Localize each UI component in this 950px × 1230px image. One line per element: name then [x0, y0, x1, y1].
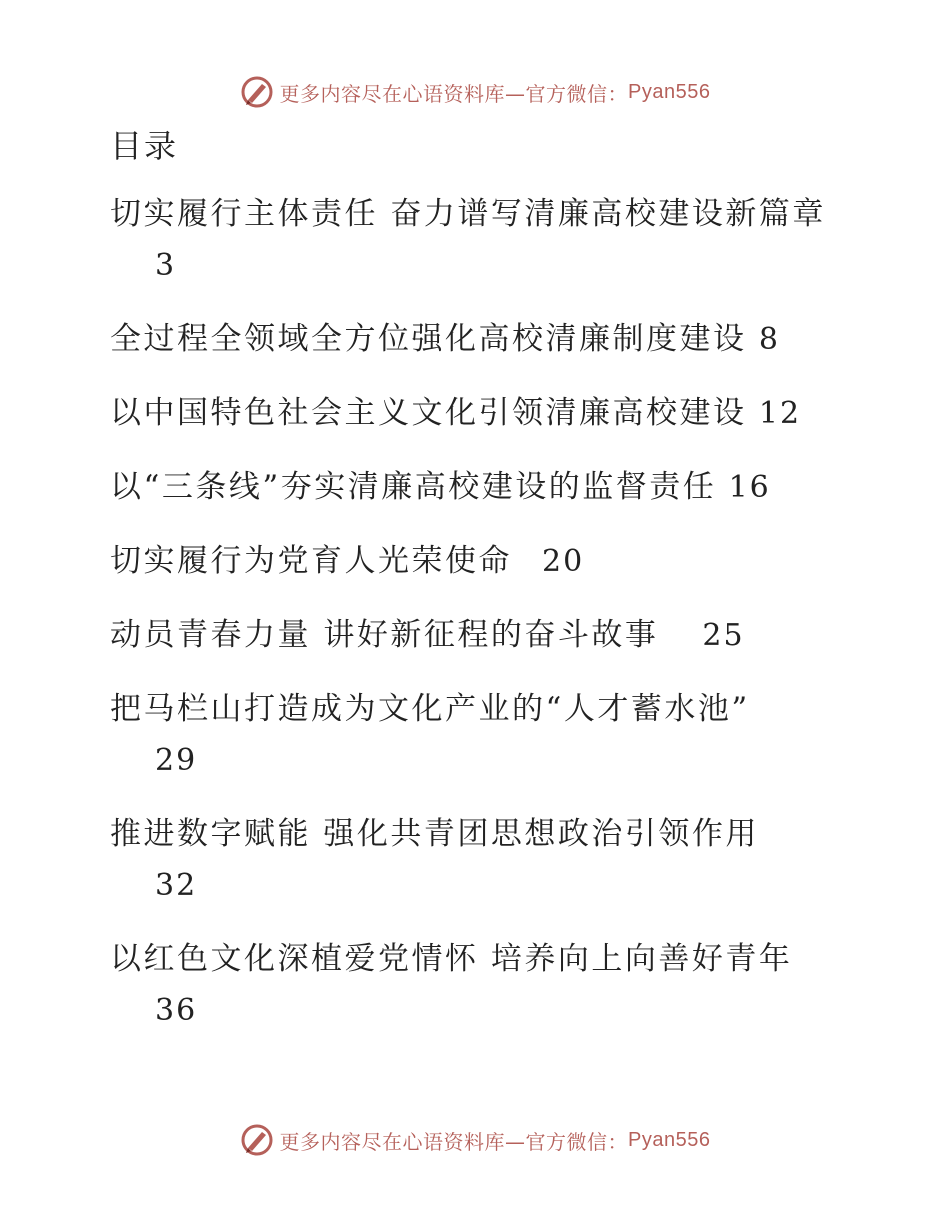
toc-entry-title: 以红色文化深植爱党情怀 培养向上向善好青年 [110, 941, 793, 977]
toc-entry-page: 25 [702, 618, 745, 653]
toc-entry-title: 全过程全领域全方位强化高校清廉制度建设 [110, 321, 747, 357]
pen-logo-icon [240, 75, 274, 109]
toc-entry [110, 393, 910, 434]
footer-watermark [0, 1120, 950, 1160]
toc-entry-page: 36 [155, 993, 198, 1028]
toc-entry-page: 3 [155, 248, 177, 283]
toc-entry-page: 20 [542, 544, 585, 579]
toc-entry-page: 8 [758, 322, 780, 357]
toc-entry-title: 切实履行主体责任 奋力谱写清廉高校建设新篇章 [110, 196, 826, 232]
toc-entry-title: 把马栏山打造成为文化产业的“人才蓄水池” [110, 691, 750, 727]
toc-entry [110, 939, 910, 1031]
toc-entry [110, 467, 910, 508]
toc-entry-page: 32 [155, 868, 198, 903]
watermark-text: 更多内容尽在心语资料库—官方微信： [279, 1129, 629, 1154]
toc-entry [110, 615, 910, 656]
toc-entry [110, 319, 910, 360]
watermark-wechat-id: Pyan556 [628, 80, 711, 103]
toc-entry-page: 16 [728, 470, 771, 505]
toc-entry-title: 推进数字赋能 强化共青团思想政治引领作用 [110, 816, 759, 852]
toc-entry [110, 689, 910, 781]
header-watermark [0, 72, 950, 112]
pen-logo-icon [240, 1123, 274, 1157]
toc-entry [110, 541, 910, 582]
toc-entry [110, 194, 910, 286]
toc-title: 目录 [110, 127, 179, 165]
toc-entry-title: 以中国特色社会主义文化引领清廉高校建设 [110, 395, 747, 431]
table-of-contents [110, 118, 910, 1064]
toc-entry-page: 29 [155, 743, 198, 778]
watermark-text: 更多内容尽在心语资料库—官方微信： [279, 81, 629, 106]
toc-entry-title: 切实履行为党育人光荣使命 [110, 543, 512, 579]
toc-entry-page: 12 [758, 396, 802, 431]
watermark-wechat-id: Pyan556 [628, 1128, 711, 1151]
toc-entry-title: 动员青春力量 讲好新征程的奋斗故事 [110, 617, 659, 653]
toc-entry-title: 以“三条线”夯实清廉高校建设的监督责任 [110, 469, 717, 505]
toc-entry [110, 814, 910, 906]
